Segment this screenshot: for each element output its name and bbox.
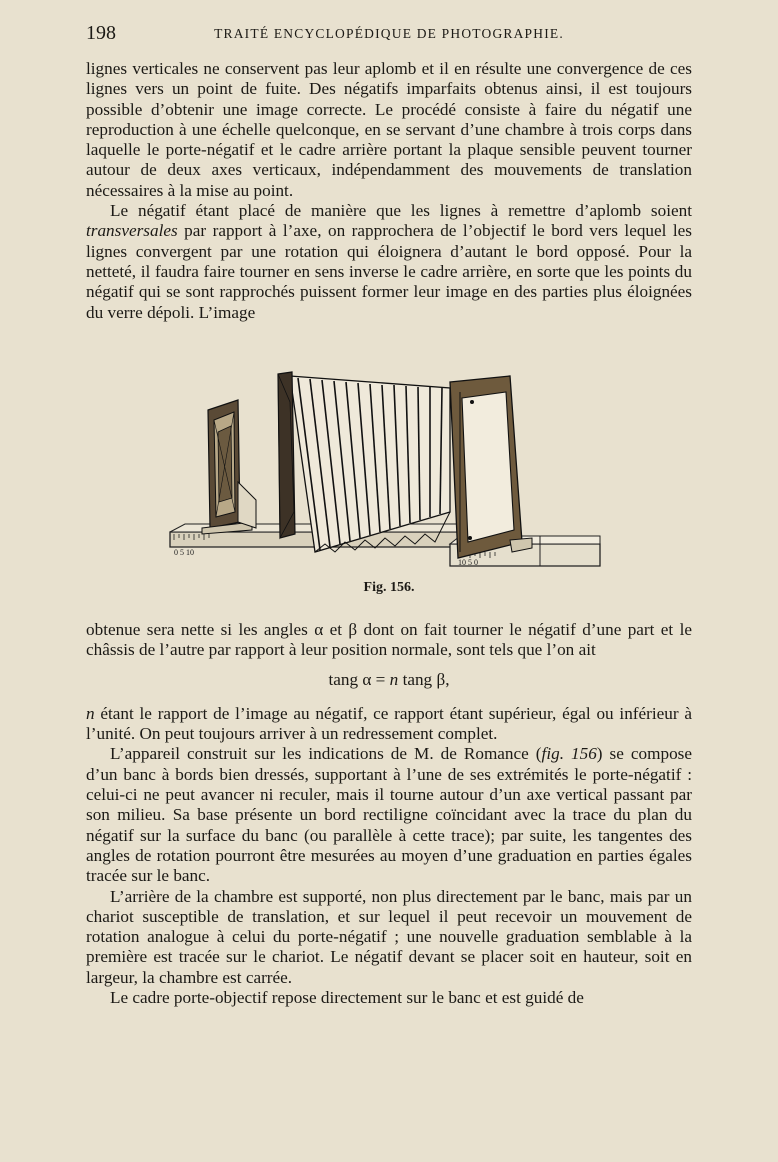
figure-reference: fig. 156: [541, 744, 597, 764]
paragraph-5: [86, 744, 692, 886]
paragraph-1: lignes verticales ne conservent pas leur aplomb et il en résulte une convergence de ces lignes vers un point de fuite. Des négatifs imparfaits obtenus ainsi, il est toujours possible d’obtenir une image correcte. Le procédé consiste à faire du négatif une reproduction à une échelle quelconque, en se servant d’une chambre à trois corps dans laquelle le porte-négatif et le cadre arrière portant la plaque sensible peuvent tourner autour de deux axes verticaux, indépendamment des mouvements de translation nécessaires à la mise au point.: [86, 59, 692, 200]
paragraph-2-text-b: par rapport à l’axe, on rapprochera de l’objectif le bord vers lequel les lignes convergent par une rotation qui éloignera d’autant le bord opposé. Pour la netteté, il faudra faire tourner en sens inverse le cadre arrière, en sorte que les points du négatif qui se sont rapprochés puissent former leur image en des parties plus éloignées du verre dépoli. L’image: [86, 221, 692, 322]
scale-left-label: 0 5 10: [174, 548, 194, 557]
scale-right-label: 10 5 0: [458, 558, 478, 567]
emphasis-transversales: transversales: [86, 221, 178, 241]
paragraph-6: L’arrière de la chambre est supporté, non plus directement par le banc, mais par un chariot susceptible de translation, et sur lequel il peut recevoir un mouvement de rotation analogue à celui du porte-négatif ; une nouvelle graduation semblable à la première est tracée sur le chariot. Le négatif devant se placer soit en hauteur, soit en largeur, la chambre est carrée.: [86, 886, 692, 987]
paragraph-4-variable: n: [86, 703, 95, 723]
text-block-top: [86, 59, 692, 323]
paragraph-4: [86, 704, 692, 745]
formula: [86, 670, 692, 690]
camera-illustration: [160, 362, 620, 580]
formula-variable: n: [389, 669, 399, 689]
paragraph-2: [86, 201, 692, 323]
running-title: TRAITÉ ENCYCLOPÉDIQUE DE PHOTOGRAPHIE.: [214, 26, 564, 41]
text-block-bottom: [86, 620, 692, 1008]
page-number: 198: [86, 22, 116, 44]
page-header: [86, 22, 692, 48]
formula-right: tang β,: [398, 669, 450, 689]
paragraph-4-text: étant le rapport de l’image au négatif, ce rapport étant supérieur, égal ou inférieur à l’unité. On peut toujours arriver à un redressement complet.: [86, 703, 692, 744]
paragraph-2-text-a: Le négatif étant placé de manière que les lignes à remettre d’aplomb soient: [110, 201, 692, 221]
paragraph-5-text-b: ) se compose d’un banc à bords bien dressés, supportant à l’une de ses extrémités le porte-négatif : celui-ci ne peut avancer ni reculer, mais il tourne autour d’un axe vertical passant par son milieu. Sa base présente un bord rectiligne coïncidant avec la trace du plan du négatif sur la surface du banc (ou parallèle à cette trace); par suite, les tangentes des angles de rotation pourront être mesurées au moyen d’une graduation en parties égales tracée sur le banc.: [86, 744, 692, 886]
paragraph-3: obtenue sera nette si les angles α et β dont on fait tourner le négatif d’une part et le châssis de l’autre par rapport à leur position normale, sont tels que l’on ait: [86, 620, 692, 660]
formula-left: tang α =: [328, 669, 390, 689]
paragraph-7: Le cadre porte-objectif repose directement sur le banc et est guidé de: [110, 988, 584, 1008]
paragraph-5-text-a: L’appareil construit sur les indications de M. de Romance (: [110, 744, 542, 764]
figure-caption: Fig. 156.: [363, 580, 415, 595]
